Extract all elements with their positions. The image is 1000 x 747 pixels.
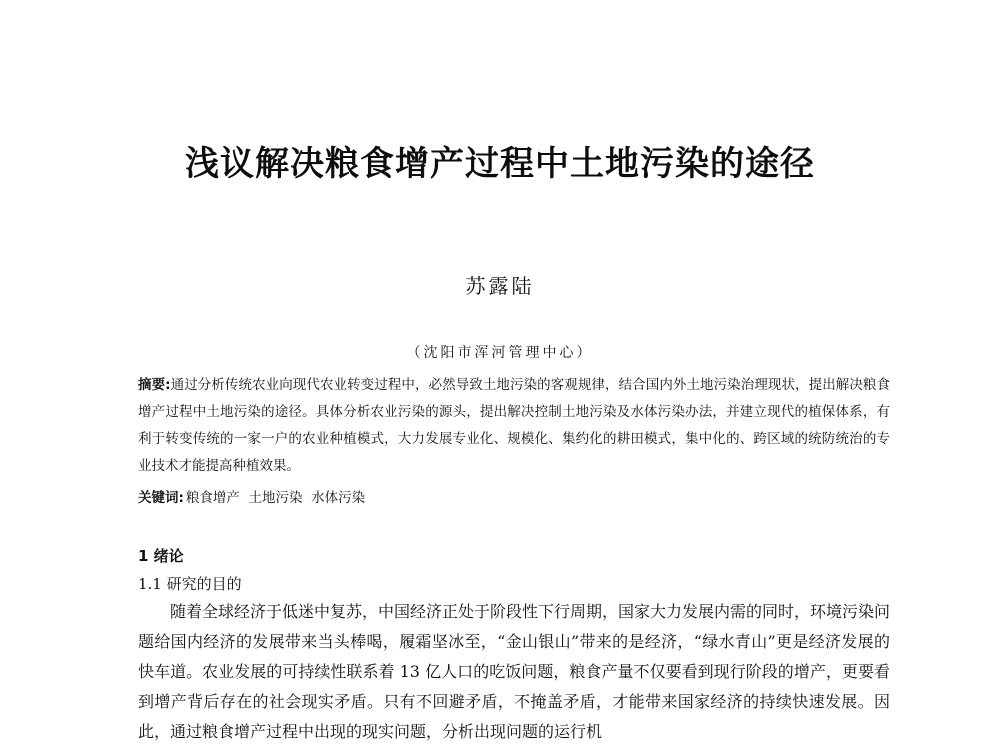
subsection-heading: 1.1 研究的目的 (138, 575, 242, 593)
keywords-label: 关键词: (138, 490, 184, 506)
body-paragraph: 随着全球经济于低迷中复苏，中国经济正处于阶段性下行周期，国家大力发展内需的同时，环境污染问题给国内经济的发展带来当头棒喝，履霜坚冰至，“金山银山”带来的是经济，“绿水青山”更是经济发展的快车道。农业发展的可持续性联系着 13 亿人口的吃饭问题，粮食产量不仅要看到现行阶段的增产，更要看到增产背后存在的社会现实矛盾。只有不回避矛盾，不掩盖矛盾，才能带来国家经济的持续快速发展。因此，通过粮食增产过程中出现的现实问题，分析出现问题的运行机 (138, 602, 891, 741)
abstract-text: 通过分析传统农业向现代农业转变过程中，必然导致土地污染的客观规律，结合国内外土地污染治理现状，提出解决粮食增产过程中土地污染的途径。具体分析农业污染的源头，提出解决控制土地污染及水体污染办法，并建立现代的植保体系，有利于转变传统的一家一户的农业种植模式，大力发展专业化、规模化、集约化的耕田模式，集中化的、跨区域的统防统治的专业技术才能提高种植效果。 (138, 377, 891, 474)
abstract (138, 372, 890, 480)
paper-title: 浅议解决粮食增产过程中土地污染的途径 (185, 144, 815, 184)
author-affiliation: （沈阳市浑河管理中心） (406, 345, 594, 361)
keywords-list: 粮食增产 土地污染 水体污染 (185, 490, 366, 506)
abstract-label: 摘要: (138, 377, 171, 393)
keywords (138, 486, 890, 510)
author-name: 苏露陆 (465, 274, 535, 298)
section-heading: 1 绪论 (138, 547, 184, 565)
